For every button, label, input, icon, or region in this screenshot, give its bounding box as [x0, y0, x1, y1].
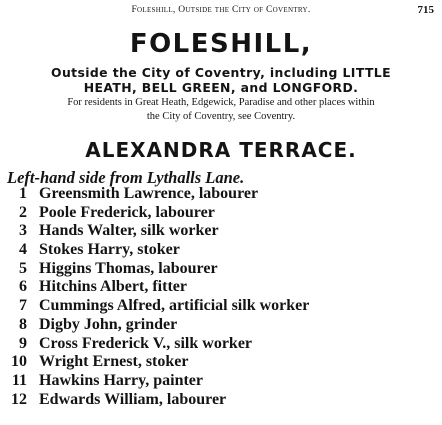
house-number: 1 — [19, 185, 27, 202]
running-head — [0, 5, 442, 19]
house-number: 12 — [11, 390, 27, 408]
resident-name-occupation: Hitchins Albert, fitter — [39, 278, 187, 296]
resident-entry — [0, 260, 442, 279]
resident-name-occupation: Digby John, grinder — [39, 315, 178, 333]
resident-name-occupation: Higgins Thomas, labourer — [39, 259, 218, 277]
running-title: Foleshill, Outside the City of Coventry. — [131, 5, 311, 15]
subtitle-line: HEATH, BELL GREEN, and LONGFORD. — [83, 80, 359, 95]
resident-name-occupation: Stokes Harry, stoker — [39, 241, 180, 259]
resident-name-occupation: Cummings Alfred, artificial silk worker — [39, 297, 310, 315]
resident-entry — [0, 316, 442, 335]
cross-reference-note — [0, 96, 442, 124]
house-number: 5 — [19, 259, 27, 277]
house-number: 4 — [19, 241, 27, 259]
house-number: 2 — [19, 203, 27, 221]
resident-name-occupation: Hawkins Harry, painter — [39, 371, 204, 389]
resident-entry — [0, 222, 442, 241]
resident-name-occupation: Greensmith Lawrence, labourer — [39, 185, 259, 202]
house-number: 9 — [19, 334, 27, 352]
house-number: 10 — [11, 353, 27, 371]
resident-entry — [0, 185, 442, 204]
resident-name-occupation: Cross Frederick V., silk worker — [39, 334, 253, 352]
page-number: 715 — [417, 4, 434, 16]
house-number: 8 — [19, 315, 27, 333]
place-title: FOLESHILL, — [129, 29, 313, 59]
resident-entry — [0, 391, 442, 410]
resident-entry — [0, 372, 442, 391]
street-heading: ALEXANDRA TERRACE. — [85, 138, 357, 162]
residents-list — [0, 185, 442, 409]
place-subtitle — [0, 65, 442, 95]
resident-entry — [0, 204, 442, 223]
side-heading: Left-hand side from Lythalls Lane. — [7, 168, 245, 187]
resident-name-occupation: Wright Ernest, stoker — [39, 353, 189, 371]
house-number: 6 — [19, 278, 27, 296]
resident-entry — [0, 335, 442, 354]
resident-entry — [0, 241, 442, 260]
cross-reference-line: the City of Coventry, see Coventry. — [146, 111, 296, 122]
resident-entry — [0, 353, 442, 372]
resident-name-occupation: Hands Walter, silk worker — [39, 222, 219, 240]
subtitle-line: Outside the City of Coventry, including LITTLE — [51, 65, 391, 80]
cross-reference-line: For residents in Great Heath, Edgewick, Paradise and other places within — [67, 97, 375, 108]
resident-name-occupation: Edwards William, labourer — [39, 390, 227, 408]
resident-name-occupation: Poole Frederick, labourer — [39, 203, 215, 221]
house-number: 3 — [19, 222, 27, 240]
resident-entry — [0, 297, 442, 316]
house-number: 7 — [19, 297, 27, 315]
house-number: 11 — [11, 371, 27, 389]
resident-entry — [0, 278, 442, 297]
